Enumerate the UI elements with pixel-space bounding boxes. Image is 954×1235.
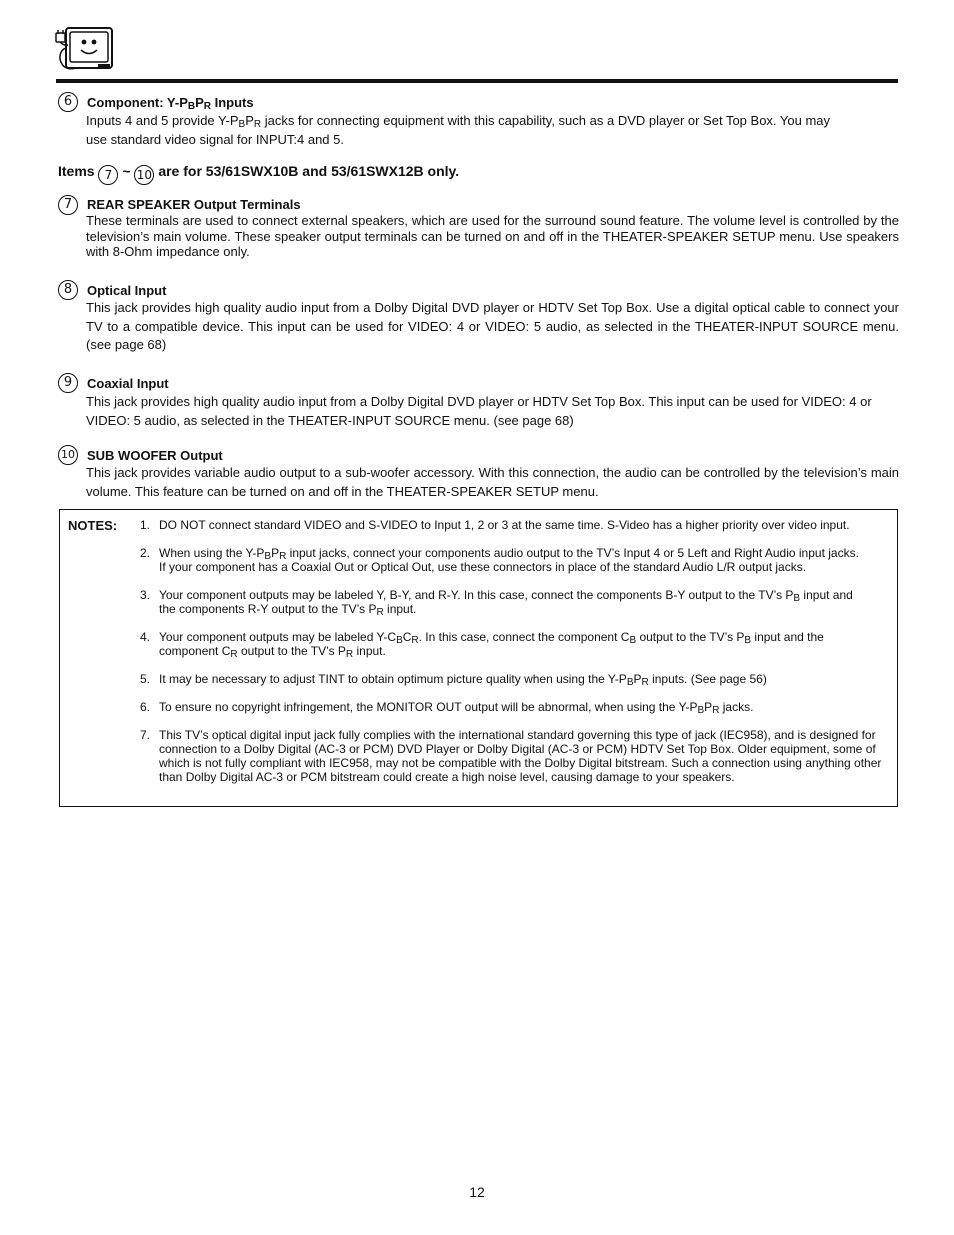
item-number-7: 7 [58,195,78,215]
tv-mascot-icon [54,24,116,74]
note-number: 6. [140,700,151,714]
items-applicability-note: Items 7 ~ 10 are for 53/61SWX10B and 53/61SWX12B only. [58,163,459,185]
note-text-1: DO NOT connect standard VIDEO and S-VIDEO to Input 1, 2 or 3 at the same time. S-Video has a higher priority over video input. [159,518,850,532]
note-text-6: To ensure no copyright infringement, the MONITOR OUT output will be abnormal, when using the $Y-P_BP_R$ jacks. [159,700,754,716]
note-text-7: This TV’s optical digital input jack fully complies with the international standard governing this type of jack (IEC958), and is designed for connection to a Dolby Digital (AC-3 or PCM) DVD Player or Dolby Digital (AC-3 or PCM) HDTV Set Top Box. Older equipment, some of which is not fully compliant with IEC958, may not be compatible with the Dolby Digital bitstream. Such a connection using anything other than Dolby Digital AC-3 or PCM bitstream could create a high noise level, causing damage to your speakers. [159,728,882,784]
item-number-10: 10 [58,445,78,465]
page-number: 12 [469,1184,485,1200]
section-body-component: Inputs 4 and 5 provide $Y-P_BP_R$ jacks for connecting equipment with this capability, such as a DVD player or Set Top Box. You may use standard video signal for INPUT:4 and 5. [86,113,831,147]
note-text-2: When using the $Y-P_BP_R$ input jacks, connect your components audio output to the TV’s Input 4 or 5 Left and Right Audio input jacks. If your component has a Coaxial Out or Optical Out, use these connectors in place of the standard Audio L/R output jacks. [159,546,859,574]
section-body-sub-woofer: This jack provides variable audio output to a sub-woofer accessory. With this connection, the audio can be controlled by the television’s main volume. This feature can be turned on and off in the THEATER-SPEAKER SETUP menu. [86,465,899,499]
item-number-7-inline: 7 [98,165,118,185]
note-number: 1. [140,518,151,532]
section-body-rear-speaker: These terminals are used to connect external speakers, which are used for the surround sound feature. The volume level is controlled by the television’s main volume. These speaker output terminals can be turned on and off in the THEATER-SPEAKER SETUP menu. Use speakers with 8-Ohm impedance only. [86,213,899,259]
section-title-rear-speaker: REAR SPEAKER Output Terminals [87,197,301,212]
header-rule [56,79,898,83]
note-text-5: It may be necessary to adjust TINT to obtain optimum picture quality when using the $Y-P_BP_R$ inputs. (See page 56) [159,672,767,688]
section-title-sub-woofer: SUB WOOFER Output [87,448,223,463]
note-text-3: Your component outputs may be labeled Y, B-Y, and R-Y. In this case, connect the components B-Y output to the TV’s $P_B$ input and the components R-Y output to the TV’s $P_R$ input. [159,588,853,618]
note-number: 2. [140,546,151,560]
item-number-10-inline: 10 [134,165,154,185]
note-number: 7. [140,728,151,742]
notes-title: NOTES: [68,518,118,533]
note-number: 3. [140,588,151,602]
section-title-component: Component: $Y-P_BP_R$ Inputs [87,95,254,112]
note-number: 5. [140,672,151,686]
item-number-8: 8 [58,280,78,300]
section-body-optical: This jack provides high quality audio input from a Dolby Digital DVD player or HDTV Set Top Box. Use a digital optical cable to connect your TV to a compatible device. This input can be used for VIDEO: 4 or VIDEO: 5 audio, as selected in the THEATER-INPUT SOURCE menu. (see page 68) [86,300,899,352]
note-number: 4. [140,630,151,644]
note-text-4: Your component outputs may be labeled $Y-C_BC_R$. In this case, connect the component $C_B$ output to the TV’s $P_B$ input and the component $C_R$ output to the TV’s $P_R$ input. [159,630,824,660]
item-number-6: 6 [58,92,78,112]
section-title-optical: Optical Input [87,283,167,298]
section-body-coaxial: This jack provides high quality audio input from a Dolby Digital DVD player or HDTV Set Top Box. This input can be used for VIDEO: 4 or VIDEO: 5 audio, as selected in the THEATER-INPUT SOURCE menu. (see page 68) [86,394,872,428]
item-number-9: 9 [58,373,78,393]
section-title-coaxial: Coaxial Input [87,376,169,391]
